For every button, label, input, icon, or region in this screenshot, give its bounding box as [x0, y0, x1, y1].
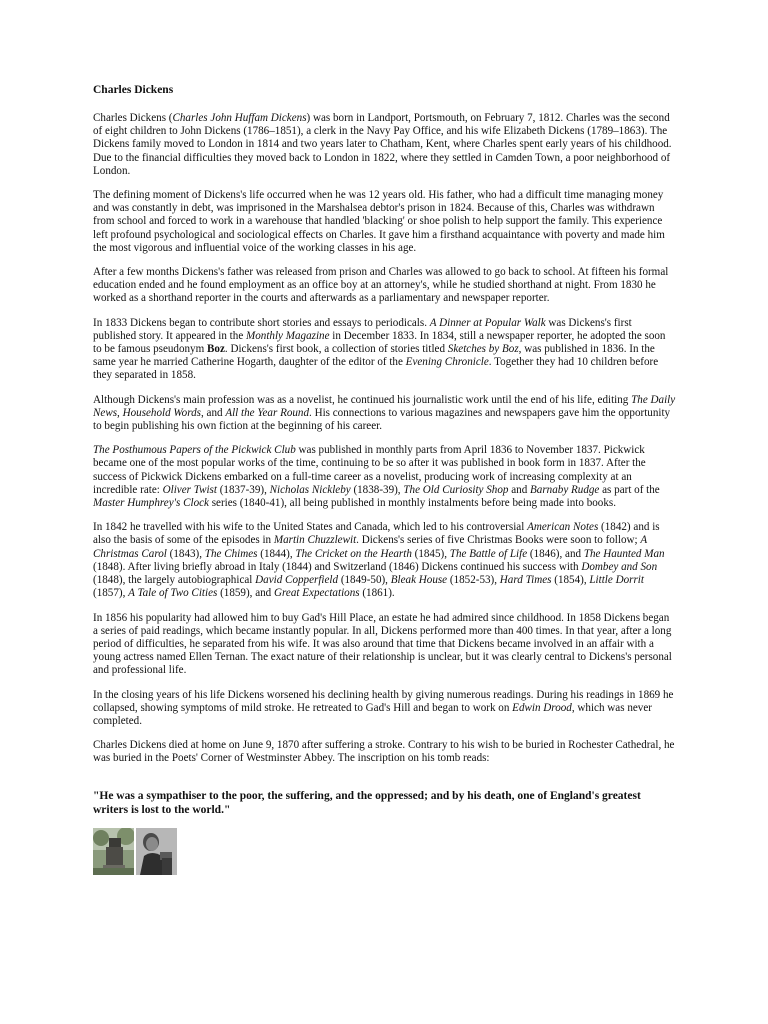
italic-title-text: Charles John Huffam Dickens	[172, 112, 307, 124]
italic-title-text: Hard Times	[499, 574, 552, 587]
body-paragraph	[93, 739, 676, 765]
paragraph-text: (1859), and	[217, 587, 275, 600]
italic-title-text: Little Dorrit	[589, 574, 644, 587]
paragraph-text: and	[508, 483, 531, 496]
italic-title-text: The Haunted Man	[583, 547, 665, 560]
italic-title-text: A Dinner at Popular Walk	[429, 316, 546, 329]
spacer	[93, 777, 676, 789]
portrait-photo	[136, 828, 177, 875]
italic-title-text: A Christmas Carol	[93, 534, 647, 560]
paragraph-text: (1852-53),	[447, 574, 500, 587]
paragraph-text: (1845),	[411, 547, 450, 560]
paragraph-text: . Dickens's series of five Christmas Books were soon to follow;	[356, 534, 641, 547]
italic-title-text: All the Year Round	[225, 406, 310, 419]
italic-title-text: Great Expectations	[274, 587, 360, 600]
document-body	[93, 112, 676, 766]
italic-title-text: The Chimes	[204, 547, 258, 560]
paragraph-text: In 1856 his popularity had allowed him to buy Gad's Hill Place, an estate he had admired since childhood. In 1858 Dickens began a series of paid readings, which became instantly popular. In all, Dickens performed more than 400 times. In that year, after a long period of difficulties, he separated from his wife. It was also around that time that Dickens became involved in an affair with a young actress named Ellen Ternan. The exact nature of their relationship is unclear, but it was clearly central to Dickens's personal and professional life.	[93, 611, 672, 677]
paragraph-text: In 1842 he travelled with his wife to the United States and Canada, which led to his controversial	[93, 521, 528, 534]
body-paragraph	[93, 266, 676, 306]
paragraph-text: . His connections to various magazines and newspapers gave him the opportunity to begin publishing his own fiction at the beginning of his career.	[93, 406, 671, 433]
italic-title-text: The Daily News, Household Words	[93, 393, 676, 419]
italic-title-text: American Notes	[527, 521, 599, 534]
italic-title-text: Sketches by Boz	[447, 343, 519, 356]
paragraph-text: (1848), the largely autobiographical	[93, 574, 256, 587]
bold-text: Boz	[207, 343, 225, 356]
italic-title-text: Bleak House	[390, 574, 448, 587]
paragraph-text: The defining moment of Dickens's life occurred when he was 12 years old. His father, who had a difficult time managing money and was constantly in debt, was imprisoned in the Marshalsea debtor's prison in 1824. Because of this, Charles was withdrawn from school and forced to work in a warehouse that handled 'blacking' or shoe polish to help support the family. This experience left profound psychological and sociological effects on Charles. It gave him a firsthand acquaintance with poverty and made him the most vigorous and influential voice of the working classes in his age.	[93, 189, 665, 254]
paragraph-text: (1861).	[359, 587, 395, 600]
italic-title-text: Martin Chuzzlewit	[273, 534, 357, 547]
paragraph-text: After a few months Dickens's father was released from prison and Charles was allowed to go back to school. At fifteen his formal education ended and he found employment as an office boy at an attorney's, while he studied shorthand at night. From 1830 he worked as a shorthand reporter in the courts and afterwards as a parliamentary and newspaper reporter.	[93, 266, 669, 305]
paragraph-text: (1844),	[257, 547, 296, 560]
paragraph-text: as part of the	[599, 483, 660, 496]
body-paragraph	[93, 612, 676, 678]
italic-title-text: Oliver Twist	[162, 483, 217, 496]
body-paragraph	[93, 394, 676, 434]
paragraph-text: in December 1833. In 1834, still a newspaper reporter, he adopted the soon to be famous pseudonym	[93, 329, 666, 356]
body-paragraph	[93, 444, 676, 510]
body-paragraph	[93, 189, 676, 255]
document-title: Charles Dickens	[93, 84, 174, 96]
italic-title-text: Monthly Magazine	[246, 329, 330, 342]
paragraph-text: series (1840-41), all being published in monthly instalments before being made into books.	[208, 497, 616, 510]
body-paragraph	[93, 521, 676, 600]
paragraph-text: In the closing years of his life Dickens worsened his declining health by giving numerous readings. During his readings in 1869 he collapsed, showing symptoms of mild stroke. He retreated to Gad's Hill and began to work on	[93, 688, 674, 714]
paragraph-text: (1848). After living briefly abroad in Italy (1844) and Switzerland (1846) Dickens continued his success with	[93, 560, 582, 573]
tomb-inscription-quote: "He was a sympathiser to the poor, the suffering, and the oppressed; and by his death, one of England's greatest writers is lost to the world."	[93, 789, 641, 816]
italic-title-text: A Tale of Two Cities	[128, 587, 218, 600]
italic-title-text: David Copperfield	[255, 574, 339, 587]
body-paragraph	[93, 689, 676, 729]
paragraph-text: ) was born in Landport, Portsmouth, on February 7, 1812. Charles was the second of eight children to John Dickens (1786–1851), a clerk in the Navy Pay Office, and his wife Elizabeth Dickens (1789–1863). The Dickens family moved to London in 1814 and two years later to Chatham, Kent, where Charles spent early years of his childhood. Due to the financial difficulties they moved back to London in 1822, where they settled in Camden Town, a poor neighborhood of London.	[93, 112, 672, 177]
paragraph-text: . Dickens's first book, a collection of stories titled	[224, 343, 448, 356]
statue-photo	[93, 828, 134, 875]
paragraph-text: Although Dickens's main profession was as a novelist, he continued his journalistic work until the end of his life, editing	[93, 393, 632, 406]
italic-title-text: Nicholas Nickleby	[269, 483, 351, 496]
paragraph-text: was published in monthly parts from April 1836 to November 1837. Pickwick became one of the most popular works of the time, continuing to be so after it was published in book form in 1837. After the success of Pickwick Dickens embarked on a full-time career as a novelist, producing work of increasing complexity at an incredible rate:	[93, 444, 646, 496]
italic-title-text: Dombey and Son	[581, 560, 658, 573]
paragraph-text: . Together they had 10 children before they separated in 1858.	[93, 356, 659, 382]
document-page	[93, 83, 676, 875]
image-strip	[93, 828, 676, 875]
italic-title-text: Master Humphrey's Clock	[93, 497, 209, 510]
body-paragraph	[93, 112, 676, 178]
italic-title-text: The Old Curiosity Shop	[403, 483, 509, 496]
italic-title-text: Evening Chronicle	[405, 356, 489, 369]
italic-title-text: Barnaby Rudge	[530, 483, 600, 496]
paragraph-text: , which was never completed.	[93, 701, 652, 727]
paragraph-text: Charles Dickens died at home on June 9, 1870 after suffering a stroke. Contrary to his wish to be buried in Rochester Cathedral, he was buried in the Poets' Corner of Westminster Abbey. The inscription on his tomb reads:	[93, 739, 675, 765]
paragraph-text: Charles Dickens (	[93, 112, 173, 124]
paragraph-text: (1846), and	[527, 547, 584, 560]
body-paragraph	[93, 317, 676, 383]
paragraph-text: (1838-39),	[350, 483, 404, 496]
paragraph-text: (1837-39),	[216, 483, 270, 496]
paragraph-text: In 1833 Dickens began to contribute short stories and essays to periodicals.	[93, 316, 430, 329]
paragraph-text: (1843),	[166, 547, 205, 560]
paragraph-text: (1842) and is also the basis of some of the episodes in	[93, 521, 660, 547]
paragraph-text: was Dickens's first published story. It appeared in the	[93, 316, 632, 342]
paragraph-text: (1849-50),	[338, 574, 391, 587]
paragraph-text: , and	[200, 406, 226, 419]
paragraph-text: (1854),	[551, 574, 590, 587]
italic-title-text: The Cricket on the Hearth	[295, 547, 412, 560]
paragraph-text: (1857),	[93, 587, 129, 600]
paragraph-text: , was published in 1836. In the same year he married Catherine Hogarth, daughter of the editor of the	[93, 343, 655, 369]
italic-title-text: Edwin Drood	[512, 701, 572, 714]
italic-title-text: The Posthumous Papers of the Pickwick Club	[93, 444, 296, 457]
italic-title-text: The Battle of Life	[449, 547, 528, 560]
